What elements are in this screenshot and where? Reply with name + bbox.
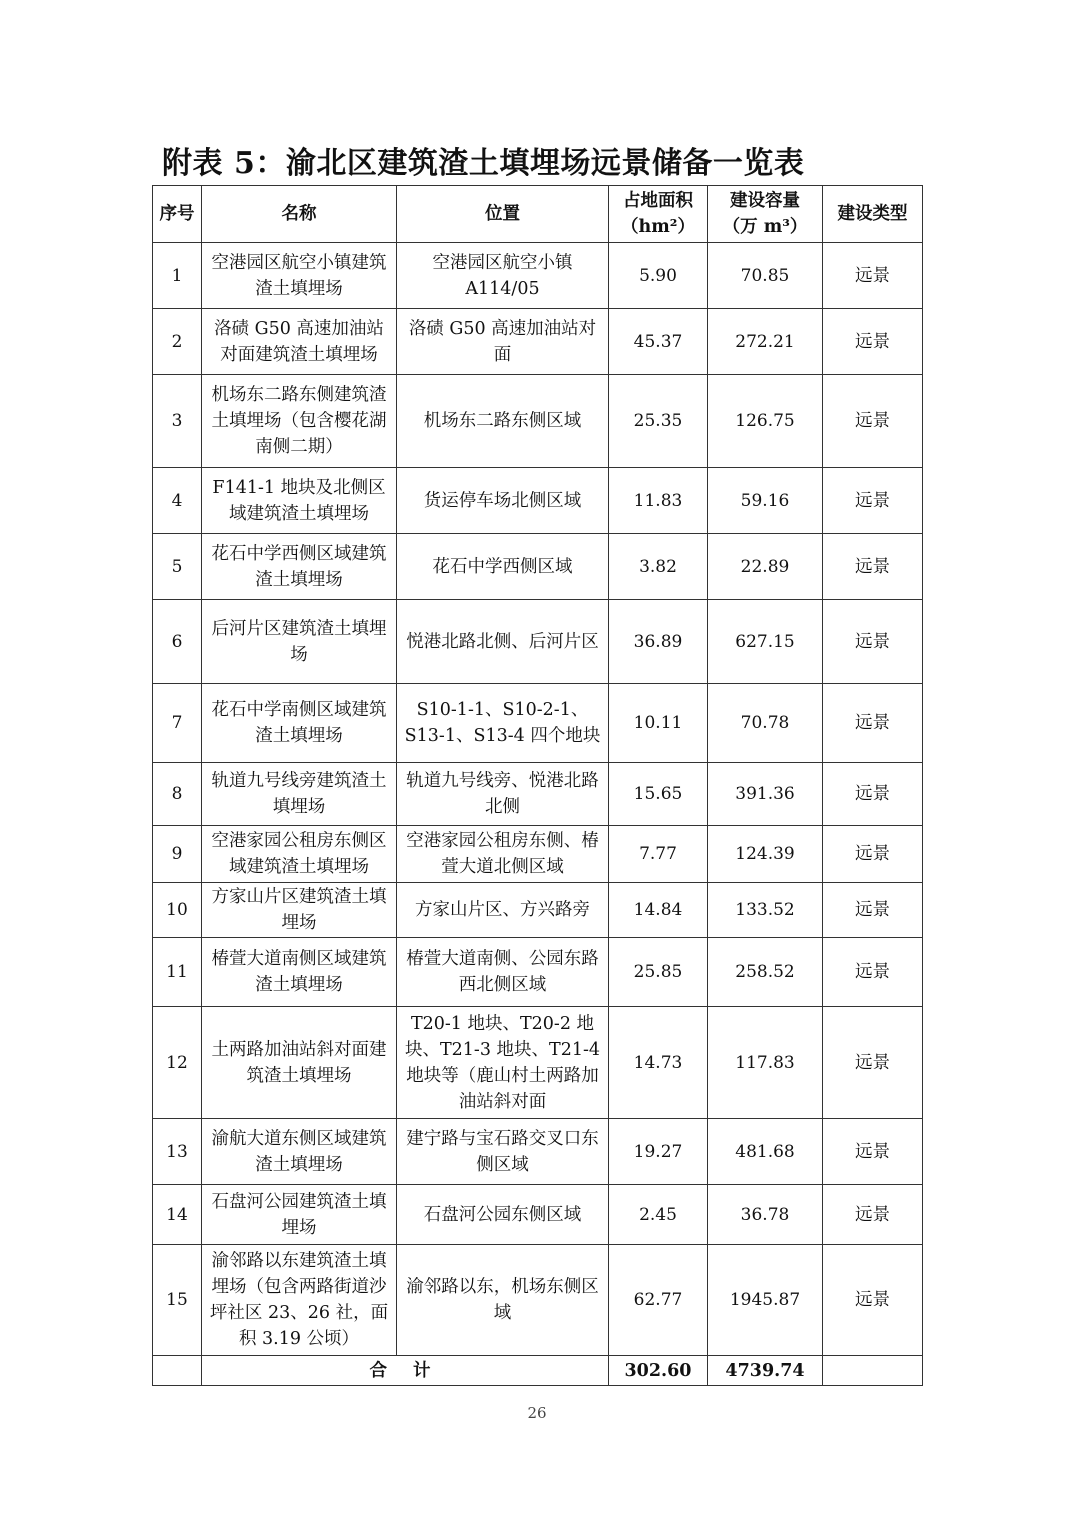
cell-name: 洛碛 G50 高速加油站对面建筑渣土填埋场: [202, 309, 397, 375]
cell-type: 远景: [823, 826, 923, 883]
cell-area: 15.65: [609, 763, 708, 826]
cell-location: 花石中学西侧区域: [397, 534, 609, 600]
table-row: [153, 375, 923, 468]
cell-type: 远景: [823, 309, 923, 375]
cell-capacity: 70.78: [708, 684, 823, 763]
cell-location: 悦港北路北侧、后河片区: [397, 600, 609, 684]
cell-location: 空港园区航空小镇A114/05: [397, 243, 609, 309]
total-capacity: 4739.74: [708, 1356, 823, 1386]
cell-seq: 4: [153, 468, 202, 534]
cell-seq: 7: [153, 684, 202, 763]
cell-seq: 10: [153, 883, 202, 938]
cell-name: 花石中学西侧区域建筑渣土填埋场: [202, 534, 397, 600]
cell-type: 远景: [823, 534, 923, 600]
cell-location: 货运停车场北侧区域: [397, 468, 609, 534]
total-empty-cell: [153, 1356, 202, 1386]
header-seq: 序号: [153, 186, 202, 243]
header-capacity-line2: （万 m³）: [722, 217, 808, 237]
total-row: [153, 1356, 923, 1386]
cell-seq: 2: [153, 309, 202, 375]
header-name: 名称: [202, 186, 397, 243]
cell-capacity: 627.15: [708, 600, 823, 684]
cell-area: 11.83: [609, 468, 708, 534]
cell-area: 7.77: [609, 826, 708, 883]
table-row: [153, 243, 923, 309]
cell-name: F141-1 地块及北侧区域建筑渣土填埋场: [202, 468, 397, 534]
cell-location: 建宁路与宝石路交叉口东侧区域: [397, 1119, 609, 1185]
header-capacity: [708, 186, 823, 243]
cell-name: 土两路加油站斜对面建筑渣土填埋场: [202, 1007, 397, 1119]
cell-name: 轨道九号线旁建筑渣土填埋场: [202, 763, 397, 826]
table-row: [153, 1185, 923, 1245]
cell-type: 远景: [823, 243, 923, 309]
cell-area: 62.77: [609, 1245, 708, 1356]
cell-type: 远景: [823, 763, 923, 826]
header-location: 位置: [397, 186, 609, 243]
cell-capacity: 272.21: [708, 309, 823, 375]
cell-area: 2.45: [609, 1185, 708, 1245]
table-row: [153, 1245, 923, 1356]
cell-capacity: 258.52: [708, 938, 823, 1007]
cell-capacity: 59.16: [708, 468, 823, 534]
cell-seq: 13: [153, 1119, 202, 1185]
table-row: [153, 938, 923, 1007]
header-area: [609, 186, 708, 243]
cell-location: T20-1 地块、T20-2 地块、T21-3 地块、T21-4 地块等（鹿山村土两路加油站斜对面: [397, 1007, 609, 1119]
cell-seq: 1: [153, 243, 202, 309]
table-row: [153, 763, 923, 826]
table-row: [153, 1119, 923, 1185]
cell-location: 轨道九号线旁、悦港北路北侧: [397, 763, 609, 826]
cell-capacity: 117.83: [708, 1007, 823, 1119]
header-area-line2: （hm²）: [621, 217, 695, 237]
cell-area: 36.89: [609, 600, 708, 684]
total-area: 302.60: [609, 1356, 708, 1386]
table-row: [153, 883, 923, 938]
cell-capacity: 70.85: [708, 243, 823, 309]
cell-area: 3.82: [609, 534, 708, 600]
cell-type: 远景: [823, 1185, 923, 1245]
cell-area: 19.27: [609, 1119, 708, 1185]
table-row: [153, 600, 923, 684]
cell-name: 花石中学南侧区域建筑渣土填埋场: [202, 684, 397, 763]
cell-location: S10-1-1、S10-2-1、S13-1、S13-4 四个地块: [397, 684, 609, 763]
cell-area: 25.85: [609, 938, 708, 1007]
cell-capacity: 36.78: [708, 1185, 823, 1245]
cell-seq: 11: [153, 938, 202, 1007]
cell-name: 渝邻路以东建筑渣土填埋场（包含两路街道沙坪社区 23、26 社，面积 3.19 公顷）: [202, 1245, 397, 1356]
cell-type: 远景: [823, 1119, 923, 1185]
cell-capacity: 391.36: [708, 763, 823, 826]
cell-type: 远景: [823, 468, 923, 534]
total-label: 合 计: [202, 1356, 609, 1386]
cell-name: 渝航大道东侧区域建筑渣土填埋场: [202, 1119, 397, 1185]
cell-seq: 14: [153, 1185, 202, 1245]
cell-name: 方家山片区建筑渣土填埋场: [202, 883, 397, 938]
table-row: [153, 309, 923, 375]
cell-name: 后河片区建筑渣土填埋场: [202, 600, 397, 684]
cell-seq: 6: [153, 600, 202, 684]
cell-seq: 3: [153, 375, 202, 468]
header-type: 建设类型: [823, 186, 923, 243]
cell-location: 渝邻路以东，机场东侧区域: [397, 1245, 609, 1356]
cell-location: 椿萱大道南侧、公园东路西北侧区域: [397, 938, 609, 1007]
cell-area: 10.11: [609, 684, 708, 763]
cell-capacity: 22.89: [708, 534, 823, 600]
cell-name: 椿萱大道南侧区域建筑渣土填埋场: [202, 938, 397, 1007]
landfill-table: [152, 185, 923, 1386]
cell-area: 25.35: [609, 375, 708, 468]
cell-name: 机场东二路东侧建筑渣土填埋场（包含樱花湖南侧二期）: [202, 375, 397, 468]
cell-capacity: 133.52: [708, 883, 823, 938]
table-row: [153, 1007, 923, 1119]
page-title: 附表 5：渝北区建筑渣土填埋场远景储备一览表: [162, 146, 805, 181]
cell-name: 空港园区航空小镇建筑渣土填埋场: [202, 243, 397, 309]
cell-seq: 5: [153, 534, 202, 600]
cell-type: 远景: [823, 600, 923, 684]
cell-location: 机场东二路东侧区域: [397, 375, 609, 468]
table-row: [153, 826, 923, 883]
cell-area: 5.90: [609, 243, 708, 309]
cell-type: 远景: [823, 883, 923, 938]
cell-area: 14.84: [609, 883, 708, 938]
cell-seq: 15: [153, 1245, 202, 1356]
cell-seq: 12: [153, 1007, 202, 1119]
cell-name: 石盘河公园建筑渣土填埋场: [202, 1185, 397, 1245]
cell-capacity: 481.68: [708, 1119, 823, 1185]
header-capacity-line1: 建设容量: [730, 191, 800, 211]
cell-type: 远景: [823, 1245, 923, 1356]
cell-location: 方家山片区、方兴路旁: [397, 883, 609, 938]
cell-type: 远景: [823, 375, 923, 468]
cell-type: 远景: [823, 938, 923, 1007]
cell-area: 45.37: [609, 309, 708, 375]
cell-location: 石盘河公园东侧区域: [397, 1185, 609, 1245]
cell-location: 洛碛 G50 高速加油站对面: [397, 309, 609, 375]
cell-capacity: 126.75: [708, 375, 823, 468]
table-row: [153, 684, 923, 763]
total-type-empty: [823, 1356, 923, 1386]
header-area-line1: 占地面积: [623, 191, 693, 211]
header-row: [153, 186, 923, 243]
cell-name: 空港家园公租房东侧区域建筑渣土填埋场: [202, 826, 397, 883]
table-row: [153, 468, 923, 534]
page-number: 26: [527, 1404, 547, 1422]
cell-capacity: 1945.87: [708, 1245, 823, 1356]
cell-capacity: 124.39: [708, 826, 823, 883]
cell-type: 远景: [823, 684, 923, 763]
cell-location: 空港家园公租房东侧、椿萱大道北侧区域: [397, 826, 609, 883]
cell-area: 14.73: [609, 1007, 708, 1119]
cell-type: 远景: [823, 1007, 923, 1119]
cell-seq: 8: [153, 763, 202, 826]
table-row: [153, 534, 923, 600]
cell-seq: 9: [153, 826, 202, 883]
